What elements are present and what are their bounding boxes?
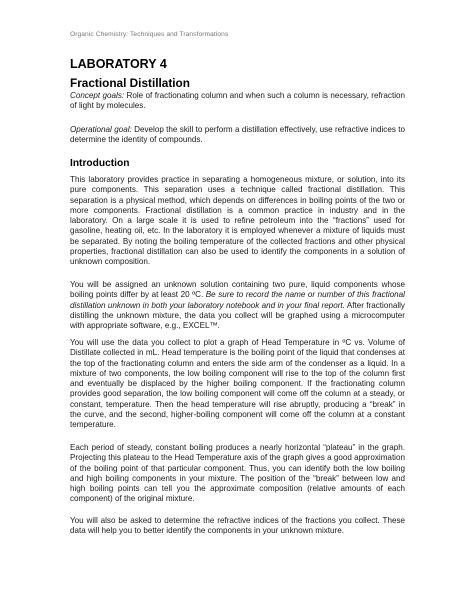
intro-paragraph-2 [70, 280, 405, 331]
p2-text-after: After fractionally distilling the unknown mixture, the data you collect will be graphed using a microcomputer with appropriate software, e.g., EXCEL™. [70, 300, 405, 331]
operational-goal [70, 125, 405, 146]
concept-goals-label: Concept goals: [70, 91, 125, 100]
operational-goal-text: Develop the skill to perform a distillation effectively, use refractive indices to determine the identity of compounds. [70, 125, 405, 145]
intro-paragraph-1: This laboratory provides practice in separating a homogeneous mixture, or solution, into its pure components. This separation uses a technique called fractional distillation. This separation is a physical method, which depends on differences in boiling points of the two or more components. Fractional distillation is a common practice in industry and in the laboratory. On a large scale it is used to refine petroleum into the “fractions” used for gasoline, heating oil, etc. In the laboratory it is employed whenever a mixture of liquids must be separated. By noting the boiling temperature of the collected fractions and other physical properties, fractional distillation can also be used to identify the components in a solution of unknown composition. [70, 175, 405, 267]
concept-goals-text: Role of fractionating column and when such a column is necessary, refraction of light by molecules. [70, 91, 405, 111]
intro-paragraph-3: You will use the data you collect to plot a graph of Head Temperature in ºC vs. Volume of Distillate collected in mL. Head temperature is the boiling point of the liquid that condenses at the top of the fractionating column and enters the side arm of the condenser as a liquid. In a mixture of two components, the low boiling component will rise to the top of the column first and eventually be displaced by the higher boiling component. If the fractionating column provides good separation, the low boiling component will come off the column at a steady, or constant, temperature. Then the head temperature will rise abruptly, producing a “break” in the curve, and the second, higher-boiling component will come off the column at a constant temperature. [70, 338, 405, 430]
introduction-heading: Introduction [70, 158, 130, 169]
lab-number: LABORATORY 4 [70, 57, 167, 71]
operational-goal-label: Operational goal: [70, 125, 132, 134]
intro-paragraph-4: Each period of steady, constant boiling produces a nearly horizontal “plateau” in the graph. Projecting this plateau to the Head Temperature axis of the graph gives a good approximation of the boiling point of that particular component. Thus, you can identify both the low boiling and high boiling components in your mixture. The position of the “break” between low and high boiling points can tell you the approximate composition (relative amounts of each component) of the original mixture. [70, 443, 405, 504]
lab-title: Fractional Distillation [70, 76, 190, 90]
intro-paragraph-5: You will also be asked to determine the refractive indices of the fractions you collect. These data will help you to better identify the components in your unknown mixture. [70, 516, 405, 536]
p2-text-before: You will be assigned an unknown solution containing two pure, liquid components whose boiling points differ by at least 20 ºC. [70, 280, 405, 300]
p2-emphasis: Be sure to record the name or number of this fractional distillation unknown in both your laboratory notebook and in your final report. [70, 290, 405, 310]
running-header: Organic Chemistry: Techniques and Transformations [70, 31, 229, 38]
concept-goals [70, 91, 405, 112]
